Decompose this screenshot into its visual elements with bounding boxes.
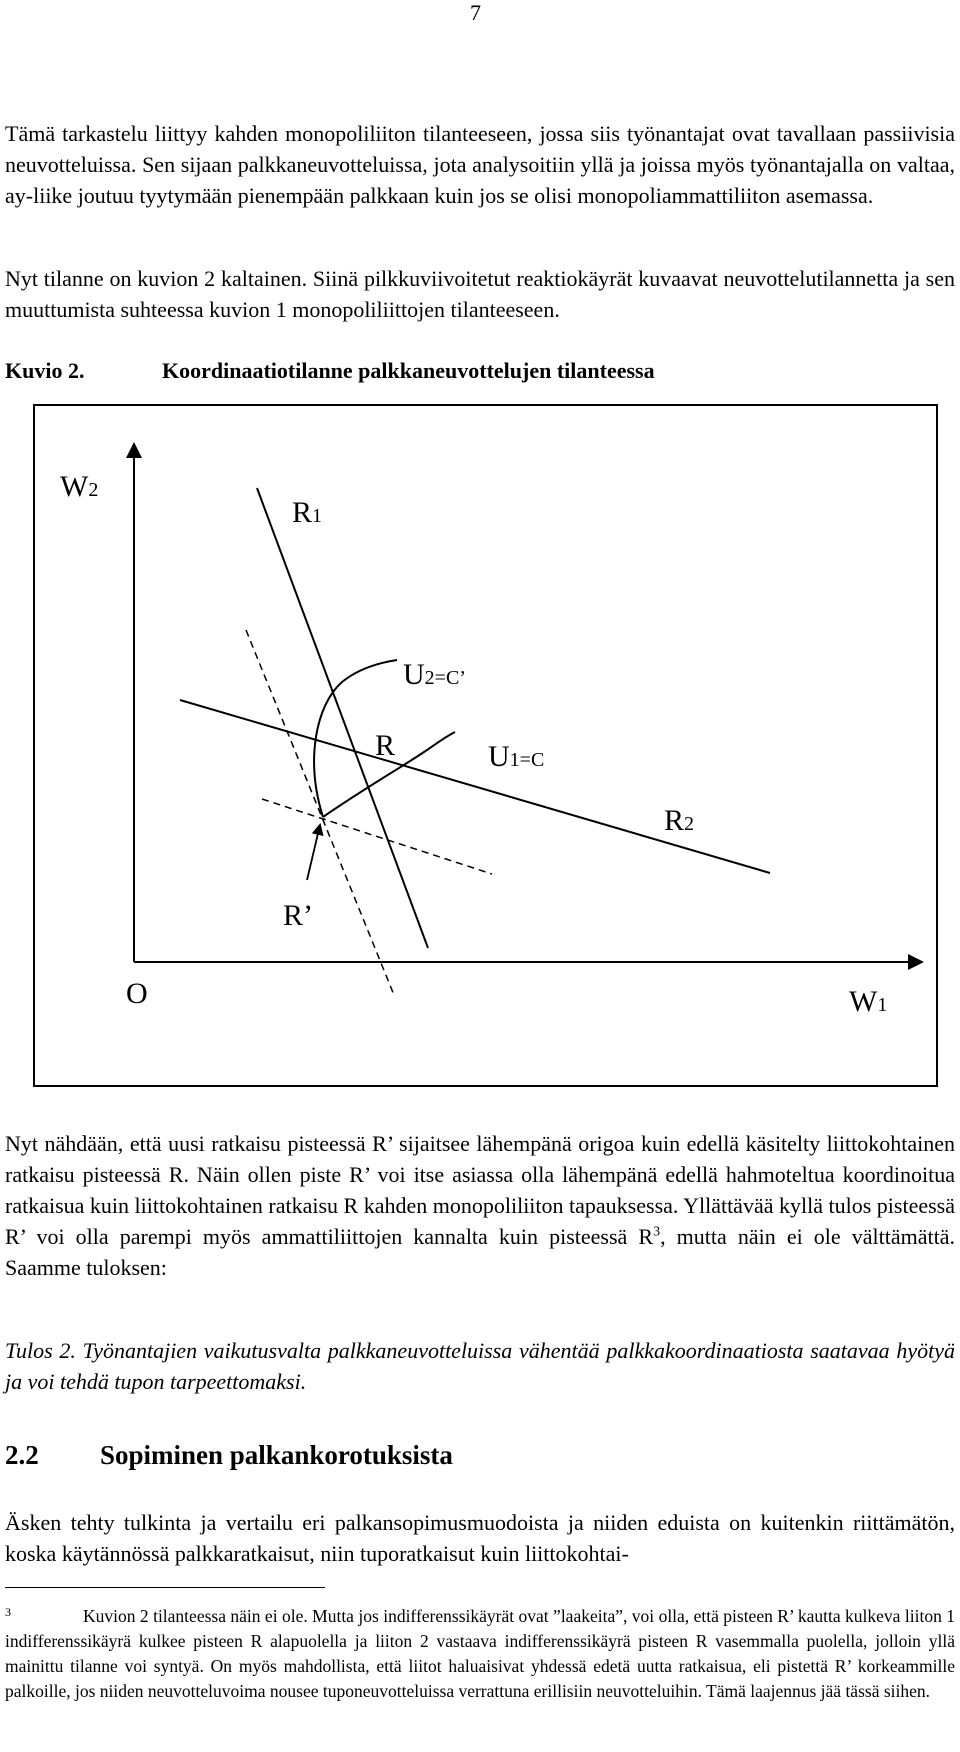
label-r: R	[375, 729, 396, 762]
paragraph-1: Tämä tarkastelu liittyy kahden monopoliliiton tilanteeseen, jossa siis työnantajat ovat tavallaan passiivisia neuvotteluissa. Sen sijaan palkkaneuvotteluissa, jota analysoitiin yllä ja joissa myös työnantajalla on valtaa, ay-liike joutuu tyytymään pienempään palkkaan kuin jos se olisi monopoliammattiliiton asemassa.	[5, 121, 955, 208]
result-statement: Tulos 2. Työnantajien vaikutusvalta palkkaneuvotteluissa vähentää palkkakoordinaatiosta saatavaa hyötyä ja voi tehdä tupon tarpeettomaksi.	[5, 1338, 955, 1394]
label-origin: O	[126, 977, 148, 1010]
label-r-prime: R’	[283, 899, 313, 932]
paragraph-4: Äsken tehty tulkinta ja vertailu eri palkansopimusmuodoista ja niiden eduista on kuitenkin riittämätön, koska käytännössä palkkaratkaisut, niin tuporatkaisut kuin liittokohtai-	[5, 1510, 955, 1566]
figure-title: Koordinaatiotilanne palkkaneuvottelujen tilanteessa	[162, 358, 655, 383]
label-u2: U2=C’	[403, 658, 466, 691]
reaction-curve-r2	[180, 700, 770, 873]
footnote	[5, 1600, 955, 1704]
paragraph-2: Nyt tilanne on kuvion 2 kaltainen. Siinä pilkkuviivoitetut reaktiokäyrät kuvaavat neuvottelutilannetta ja sen muuttumista suhteessa kuvion 1 monopoliliittojen tilanteeseen.	[5, 266, 955, 322]
label-r2: R2	[664, 804, 695, 837]
reaction-curve-r1	[257, 488, 428, 948]
figure-number: Kuvio 2.	[5, 358, 85, 383]
label-r1: R1	[292, 496, 323, 529]
dashed-reaction-curve-1	[246, 630, 394, 995]
r-prime-arrow	[307, 825, 320, 880]
footnote-text: Kuvion 2 tilanteessa näin ei ole. Mutta jos indifferenssikäyrät ovat ”laakeita”, voi olla, että pisteen R’ kautta kulkeva liiton 1 indifferenssikäyrä kulkee pisteen R alapuolella ja liiton 2 vastaava indifferenssikäyrä pisteen R vasemmalla puolella, jolloin yllä mainittu tilanne voi syntyä. On myös mahdollista, että liitot haluaisivat yhdessä edetä uutta ratkaisua, eli pistettä R’ korkeammille palkoille, jos niiden neuvotteluvoima nousee tuponeuvotteluissa verrattuna erillisiin neuvotteluihin. Tämä laajennus jää tässä siihen.	[5, 1606, 955, 1701]
footnote-mark: 3	[5, 1605, 11, 1619]
label-u1: U1=C	[488, 740, 545, 773]
section-heading	[5, 1440, 453, 1471]
section-number: 2.2	[5, 1440, 39, 1470]
label-w2: W2	[60, 470, 99, 503]
page-number: 7	[470, 0, 481, 25]
paragraph-3: Nyt nähdään, että uusi ratkaisu pisteessä R’ sijaitsee lähempänä origoa kuin edellä käsitelty liittokohtainen ratkaisu pisteessä R. Näin ollen piste R’ voi itse asiassa olla lähempänä edellä hahmoteltua koordinoitua ratkaisua kuin liittokohtainen ratkaisu R kahden monopoliliiton tapauksessa. Yllättävää kyllä tulos pisteessä R’ voi olla parempi myös ammattiliittojen kannalta kuin pisteessä $R^3$, mutta näin ei ole välttämättä. Saamme tuloksen:	[5, 1131, 955, 1280]
footnote-rule	[5, 1587, 325, 1588]
footnote-ref: 3	[653, 1224, 661, 1240]
label-w1: W1	[849, 985, 888, 1018]
section-title: Sopiminen palkankorotuksista	[100, 1440, 453, 1470]
